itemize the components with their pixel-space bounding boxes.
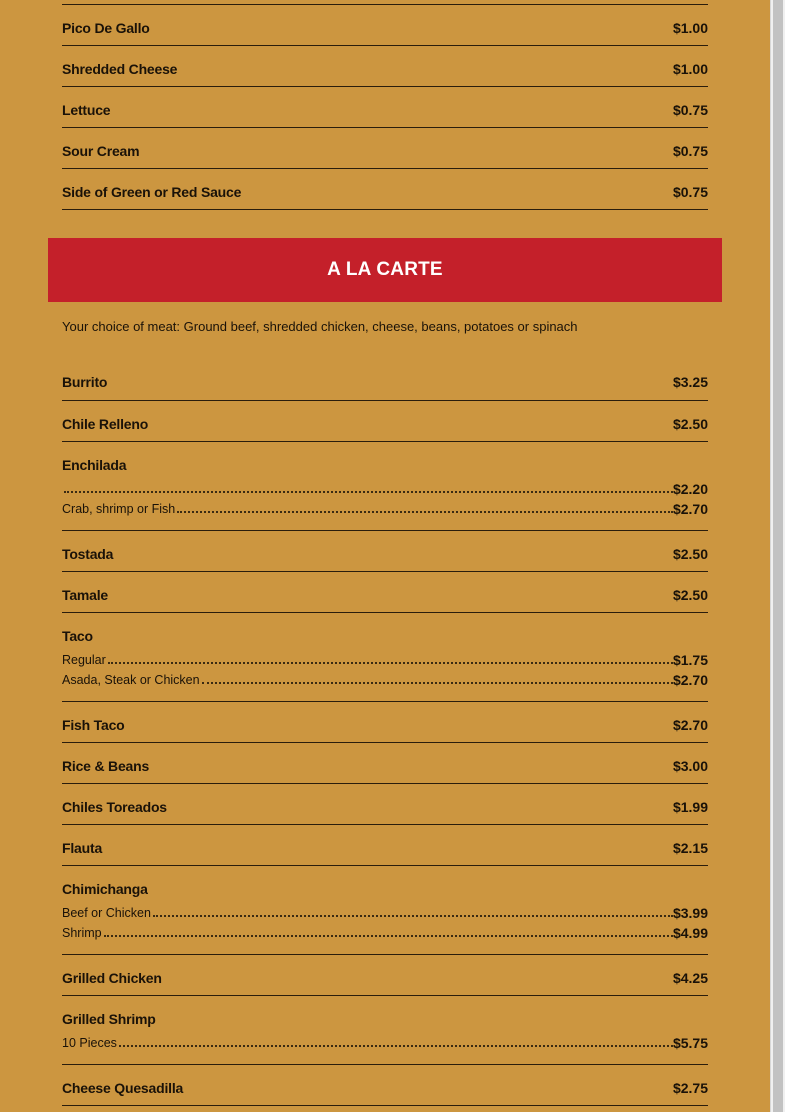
menu-item-row bbox=[62, 168, 708, 209]
item-price: $3.00 bbox=[672, 758, 708, 774]
item-name: Chimichanga bbox=[62, 881, 148, 897]
item-price: $1.99 bbox=[672, 799, 708, 815]
item-name: Chiles Toreados bbox=[62, 799, 167, 815]
item-price: $0.75 bbox=[672, 184, 708, 200]
item-name: Rice & Beans bbox=[62, 758, 150, 774]
divider bbox=[62, 209, 708, 210]
item-name: Fish Taco bbox=[62, 717, 125, 733]
menu-item-row bbox=[62, 865, 708, 954]
item-price: $3.25 bbox=[672, 374, 708, 390]
menu-item-row bbox=[62, 824, 708, 865]
option-label: Crab, shrimp or Fish bbox=[62, 502, 176, 516]
menu-item-row bbox=[62, 127, 708, 168]
menu-item-row bbox=[62, 742, 708, 783]
menu-item-row bbox=[62, 441, 708, 530]
option-label: 10 Pieces bbox=[62, 1036, 117, 1050]
item-price: $2.50 bbox=[672, 587, 708, 603]
item-price: $2.70 bbox=[672, 717, 708, 733]
menu-item-row bbox=[62, 4, 708, 45]
item-price: $1.00 bbox=[672, 61, 708, 77]
dot-leader bbox=[108, 662, 673, 664]
a-la-carte-list bbox=[62, 359, 708, 1106]
option-row bbox=[62, 480, 708, 496]
option-price: $1.75 bbox=[672, 652, 708, 668]
item-name: Tamale bbox=[62, 587, 109, 603]
item-price: $2.15 bbox=[672, 840, 708, 856]
item-price: $0.75 bbox=[672, 143, 708, 159]
item-price: $2.75 bbox=[672, 1080, 708, 1096]
menu-item-row bbox=[62, 1064, 708, 1105]
menu-item-row bbox=[62, 571, 708, 612]
item-name: Enchilada bbox=[62, 457, 127, 473]
divider bbox=[62, 1105, 708, 1106]
dot-leader bbox=[153, 915, 673, 917]
item-price: $0.75 bbox=[672, 102, 708, 118]
option-price: $3.99 bbox=[672, 905, 708, 921]
option-row bbox=[62, 500, 708, 516]
item-name: Shredded Cheese bbox=[62, 61, 178, 77]
item-name: Burrito bbox=[62, 374, 108, 390]
menu-item-row bbox=[62, 530, 708, 571]
item-name: Grilled Shrimp bbox=[62, 1011, 156, 1027]
option-price: $2.20 bbox=[672, 481, 708, 497]
option-row bbox=[62, 671, 708, 687]
option-row bbox=[62, 924, 708, 940]
option-row bbox=[62, 904, 708, 920]
item-name: Cheese Quesadilla bbox=[62, 1080, 184, 1096]
item-name: Sour Cream bbox=[62, 143, 140, 159]
item-name: Tostada bbox=[62, 546, 114, 562]
option-price: $2.70 bbox=[672, 501, 708, 517]
section-title: A LA CARTE bbox=[327, 259, 443, 280]
menu-item-row bbox=[62, 45, 708, 86]
menu-item-row bbox=[62, 400, 708, 441]
option-row bbox=[62, 651, 708, 667]
item-name: Chile Relleno bbox=[62, 416, 149, 432]
menu-item-row bbox=[62, 612, 708, 701]
item-name: Lettuce bbox=[62, 102, 111, 118]
option-price: $2.70 bbox=[672, 672, 708, 688]
item-name: Side of Green or Red Sauce bbox=[62, 184, 242, 200]
item-price: $4.25 bbox=[672, 970, 708, 986]
vertical-scrollbar[interactable] bbox=[770, 0, 785, 1112]
option-label: Beef or Chicken bbox=[62, 906, 151, 920]
menu-item-row bbox=[62, 995, 708, 1064]
menu-item-row bbox=[62, 359, 708, 400]
item-name: Flauta bbox=[62, 840, 103, 856]
item-price: $1.00 bbox=[672, 20, 708, 36]
option-label: Shrimp bbox=[62, 926, 102, 940]
menu-item-row bbox=[62, 954, 708, 995]
menu-item-row bbox=[62, 86, 708, 127]
option-price: $4.99 bbox=[672, 925, 708, 941]
menu-item-row bbox=[62, 701, 708, 742]
dot-leader bbox=[177, 511, 673, 513]
dot-leader bbox=[202, 682, 673, 684]
dot-leader bbox=[119, 1045, 673, 1047]
option-label: Regular bbox=[62, 653, 106, 667]
item-name: Grilled Chicken bbox=[62, 970, 162, 986]
item-name: Taco bbox=[62, 628, 93, 644]
extras-list bbox=[62, 4, 708, 210]
option-price: $5.75 bbox=[672, 1035, 708, 1051]
menu-item-row bbox=[62, 783, 708, 824]
section-banner bbox=[48, 238, 722, 302]
item-price: $2.50 bbox=[672, 416, 708, 432]
item-name: Pico De Gallo bbox=[62, 20, 150, 36]
dot-leader bbox=[104, 935, 673, 937]
scrollbar-thumb[interactable] bbox=[773, 0, 783, 1112]
dot-leader bbox=[64, 491, 673, 493]
option-row bbox=[62, 1034, 708, 1050]
option-label: Asada, Steak or Chicken bbox=[62, 673, 200, 687]
item-price: $2.50 bbox=[672, 546, 708, 562]
section-intro: Your choice of meat: Ground beef, shredded chicken, cheese, beans, potatoes or spinach bbox=[62, 319, 578, 334]
